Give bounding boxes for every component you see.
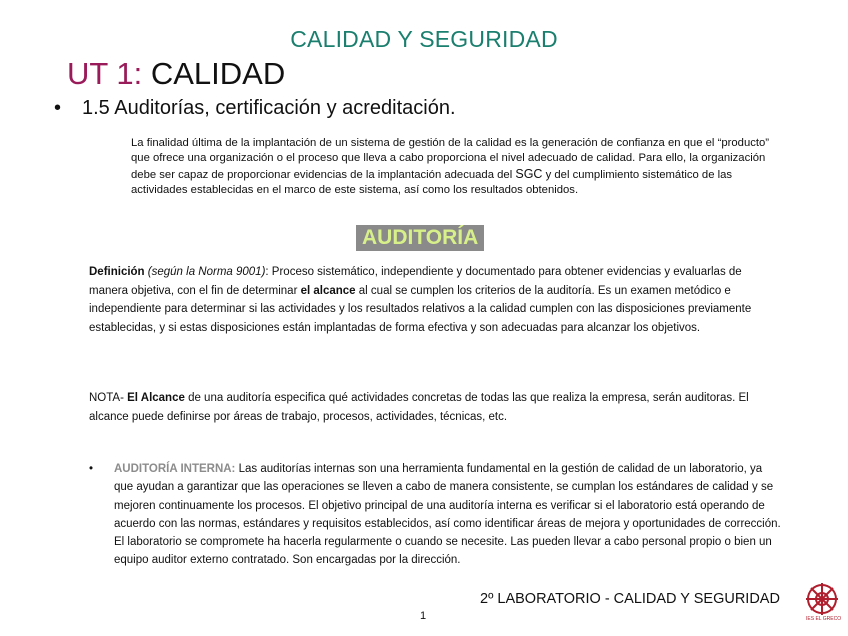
intro-text-2: y del cumplimiento sistemático de las actividades establecidas en el marco de este sistema, así como los resultados obtenidos. [131, 168, 733, 197]
note-prefix: NOTA- [89, 392, 128, 404]
unit-label: UT 1: [67, 56, 143, 91]
header-title: CALIDAD Y SEGURIDAD [290, 26, 558, 52]
intro-paragraph [131, 136, 771, 199]
definition-text-1: Proceso sistemático, independiente y documentado para obtener evidencias y evaluarlas de manera objetiva, con el fin de determinar [89, 266, 742, 297]
internal-audit-text: Las auditorías internas son una herramienta fundamental en la gestión de calidad de un laboratorio, ya que ayudan a garantizar que las operaciones se lleven a cabo de manera consistente, se cumplan los estándares de calidad y se mejoren continuamente los procesos. El objetivo principal de una auditoría interna es verificar si el laboratorio está operando de acuerdo con las normas, estándares y requisitos establecidos, así como identificar áreas de mejora y oportunidades de corrección. El laboratorio se compromete ha hacerla regularmente o cuando se necesite. Las pueden llevar a cabo personal propio o bien un equipo auditor externo contratado. Son encargadas por la dirección. [114, 463, 781, 567]
unit-name: CALIDAD [150, 56, 286, 91]
school-logo-icon [804, 581, 840, 617]
page-number: 1 [420, 610, 427, 622]
internal-audit-item [89, 460, 789, 570]
internal-audit-label: AUDITORÍA INTERNA: [114, 463, 236, 475]
note-text: de una auditoría especifica qué actividades concretas de todas las que realiza la empresa, serán auditoras. El alcance puede definirse por áreas de trabajo, procesos, actividades, técnicas, etc. [89, 392, 749, 423]
section-title: 1.5 Auditorías, certificación y acreditación. [82, 97, 456, 119]
logo-caption: IES EL GRECO [806, 616, 842, 622]
definition-scope: el alcance [300, 284, 356, 297]
section-heading [54, 97, 456, 120]
bullet-icon: • [54, 97, 62, 119]
audit-heading: AUDITORÍA [356, 225, 484, 251]
definition-text-2: al cual se cumplen los criterios de la auditoría. Es un examen metódico e independiente para determinar si las actividades y los resultados relativos a la calidad cumplen con las disposiciones previamente establecidas, y si estas disposiciones están implantadas de forma efectiva y son adecuadas para alcanzar los objetivos. [89, 284, 752, 334]
unit-title [67, 56, 285, 92]
bullet-icon: • [89, 463, 94, 475]
note-paragraph [89, 389, 769, 426]
intro-text-1: La finalidad última de la implantación de un sistema de gestión de la calidad es la generación de confianza en que el “producto” que ofrece una organización o el proceso que lleva a cabo proporciona el nivel adecuado de calidad. Para ello, la organización debe ser capaz de proporcionar evidencias de la implantación adecuada del [131, 137, 770, 181]
definition-label: Definición [89, 266, 145, 278]
note-scope-label: El Alcance [127, 392, 185, 404]
definition-source: (según la Norma 9001) [144, 266, 266, 278]
definition-paragraph [89, 263, 769, 337]
footer-title: 2º LABORATORIO - CALIDAD Y SEGURIDAD [480, 591, 780, 607]
sgc-acronym: SGC [515, 166, 543, 181]
definition-colon: : [265, 266, 269, 278]
